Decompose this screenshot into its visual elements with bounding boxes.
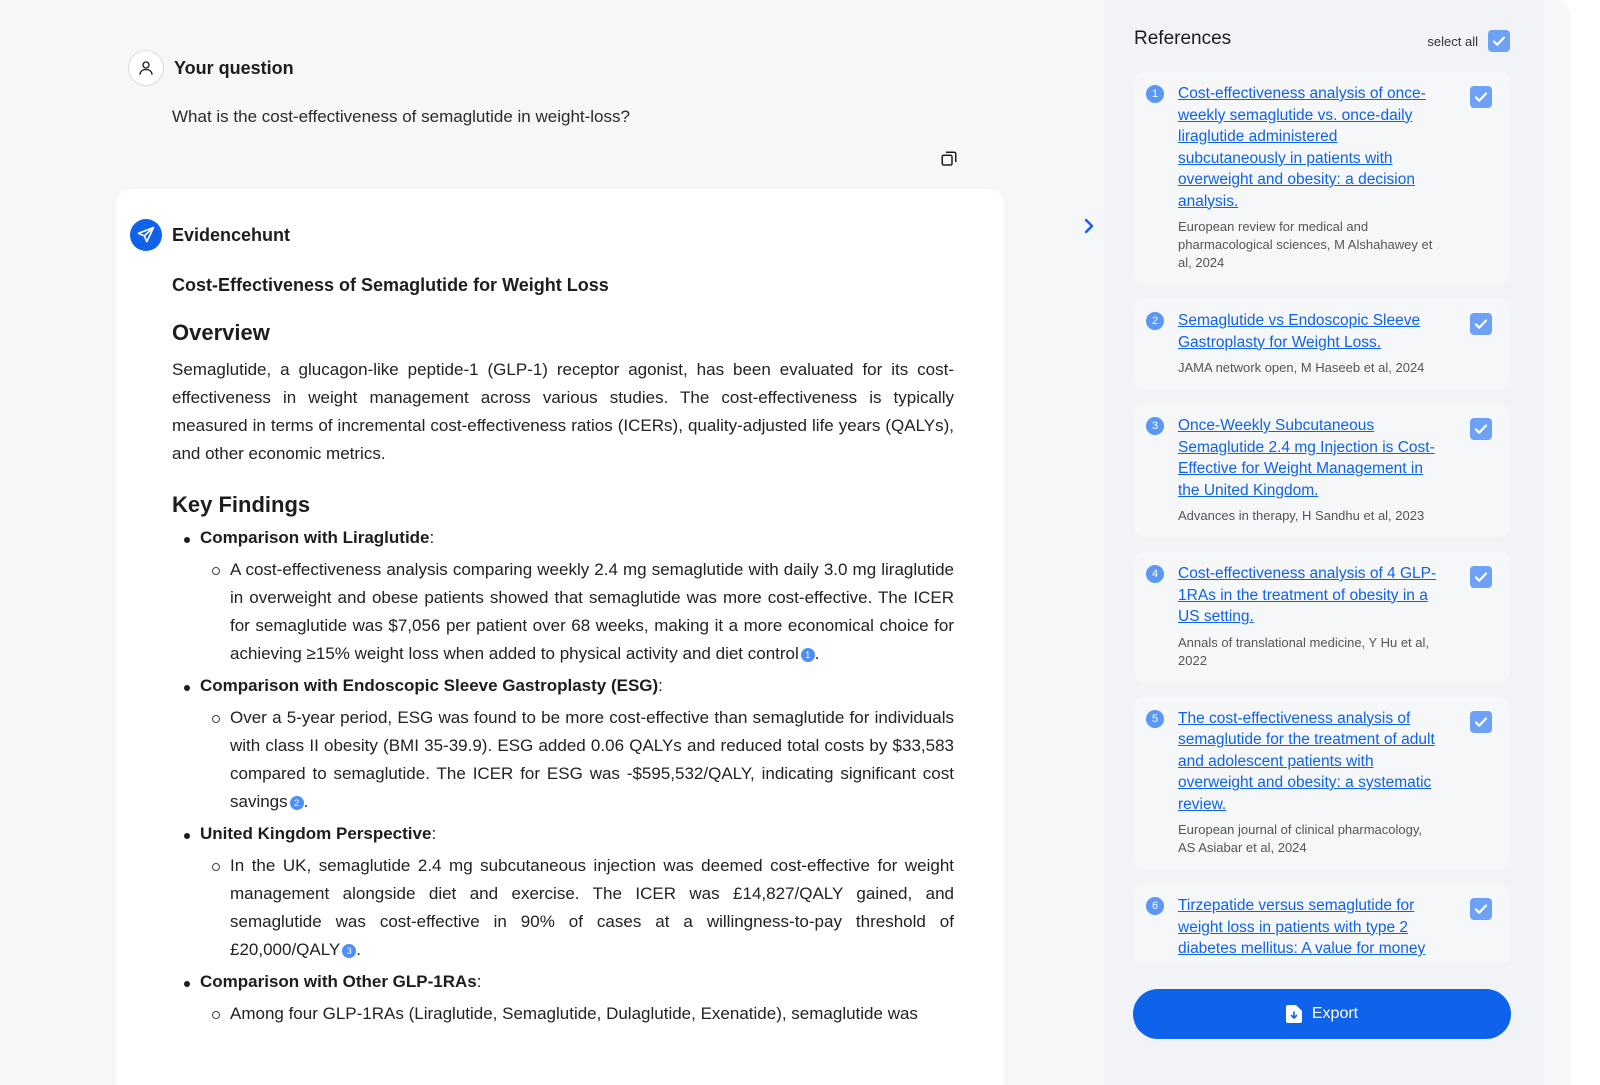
finding-text: A cost-effectiveness analysis comparing weekly 2.4 mg semaglutide with daily 3.0 mg liraglutide in overweight and obese patients showed that semaglutide was more cost-effective. The ICER for semaglutide was $7,056 per patient over 68 weeks, making it a more economical choice for achieving ≥15% weight loss when added to physical activity and diet control (230, 560, 954, 663)
question-heading: Your question (174, 57, 294, 78)
reference-number: 2 (1146, 312, 1164, 330)
bot-name: Evidencehunt (172, 224, 291, 245)
reference-checkbox[interactable] (1470, 418, 1492, 440)
reference-card (1134, 552, 1510, 682)
reference-card (1134, 299, 1510, 389)
reference-number: 5 (1146, 710, 1164, 728)
references-title: References (1134, 28, 1232, 49)
finding-title: Comparison with Other GLP-1RAs (200, 972, 477, 991)
finding-title: United Kingdom Perspective (200, 824, 432, 843)
reference-number: 4 (1146, 565, 1164, 583)
reference-card (1134, 404, 1510, 537)
checkmark-icon (1473, 569, 1489, 585)
reference-list (1134, 72, 1510, 962)
reference-link[interactable]: The cost-effectiveness analysis of semaglutide for the treatment of adult and adolescent patients with overweight and obesity: a systematic review. (1178, 709, 1435, 813)
findings-heading: Key Findings (172, 492, 311, 517)
copy-icon[interactable] (940, 150, 960, 170)
finding-item: Comparison with Other GLP-1RAs: (172, 972, 954, 992)
finding-text: In the UK, semaglutide 2.4 mg subcutaneous injection was deemed cost-effective for weight management alongside diet and exercise. The ICER was £14,827/QALY gained, and semaglutide was cost-effective in 90% of cases at a willingness-to-pay threshold of £20,000/QALY (230, 856, 954, 959)
export-button[interactable] (1133, 989, 1511, 1039)
reference-link[interactable]: Once-Weekly Subcutaneous Semaglutide 2.4 mg Injection is Cost-Effective for Weight Management in the United Kingdom. (1178, 417, 1435, 499)
reference-link[interactable]: Tirzepatide versus semaglutide for weight loss in patients with type 2 diabetes mellitus: A value for money (1178, 897, 1426, 957)
checkmark-icon (1473, 316, 1489, 332)
reference-meta: Advances in therapy, H Sandhu et al, 2023 (1178, 508, 1425, 523)
question-header (128, 50, 294, 86)
question-text: What is the cost-effectiveness of semaglutide in weight-loss? (172, 107, 630, 126)
finding-title: Comparison with Liraglutide (200, 528, 430, 547)
reference-checkbox[interactable] (1470, 898, 1492, 920)
reference-checkbox[interactable] (1470, 86, 1492, 108)
finding-detail: Over a 5-year period, ESG was found to be more cost-effective than semaglutide for individuals with class II obesity (BMI 35-39.9). ESG added 0.06 QALYs and reduced total costs by $33,583 compared to semaglutide. The ICER for ESG was -$595,532/QALY, indicating significant cost savings 2 . (172, 704, 954, 816)
export-label: Export (1311, 1005, 1359, 1022)
answer-title: Cost-Effectiveness of Semaglutide for Weight Loss (172, 275, 609, 295)
select-all-checkbox[interactable] (1488, 30, 1510, 52)
checkmark-icon (1473, 714, 1489, 730)
answer-card (116, 189, 1004, 1085)
reference-number: 1 (1146, 85, 1164, 103)
reference-meta: European journal of clinical pharmacology, AS Asiabar et al, 2024 (1178, 822, 1423, 855)
reference-meta: Annals of translational medicine, Y Hu et al, 2022 (1178, 634, 1429, 668)
reference-link[interactable]: Cost-effectiveness analysis of once-weekly semaglutide vs. once-daily liraglutide administered subcutaneously in patients with overweight and obesity: a decision analysis. (1178, 85, 1426, 210)
references-panel (1104, 0, 1544, 1085)
findings-list (172, 528, 954, 1028)
checkmark-icon (1473, 901, 1489, 917)
reference-card (1134, 697, 1510, 870)
overview-heading: Overview (172, 320, 270, 345)
reference-card (1134, 72, 1510, 284)
finding-detail (172, 1000, 954, 1028)
finding-title: Comparison with Endoscopic Sleeve Gastroplasty (ESG) (200, 676, 659, 695)
finding-detail: In the UK, semaglutide 2.4 mg subcutaneous injection was deemed cost-effective for weight management alongside diet and exercise. The ICER was £14,827/QALY gained, and semaglutide was cost-effective in 90% of cases at a willingness-to-pay threshold of £20,000/QALY 3 . (172, 852, 954, 964)
overview-text: Semaglutide, a glucagon-like peptide-1 (GLP-1) receptor agonist, has been evaluated for its cost-effectiveness in weight management across various studies. The cost-effectiveness is typically measured in terms of incremental cost-effectiveness ratios (ICERs), quality-adjusted life years (QALYs), and other economic metrics. (172, 360, 954, 463)
checkmark-icon (1491, 33, 1507, 49)
finding-text: Among four GLP-1RAs (Liraglutide, Semaglutide, Dulaglutide, Exenatide), semaglutide was (230, 1004, 918, 1023)
finding-text: Over a 5-year period, ESG was found to be more cost-effective than semaglutide for individuals with class II obesity (BMI 35-39.9). ESG added 0.06 QALYs and reduced total costs by $33,583 compared to semaglutide. The ICER for ESG was -$595,532/QALY, indicating significant cost savings (230, 708, 954, 811)
reference-link[interactable]: Semaglutide vs Endoscopic Sleeve Gastroplasty for Weight Loss. (1178, 312, 1421, 351)
reference-number: 6 (1146, 897, 1164, 915)
file-export-icon (1286, 1005, 1302, 1023)
finding-detail: A cost-effectiveness analysis comparing weekly 2.4 mg semaglutide with daily 3.0 mg liraglutide in overweight and obese patients showed that semaglutide was more cost-effective. The ICER for semaglutide was $7,056 per patient over 68 weeks, making it a more economical choice for achieving ≥15% weight loss when added to physical activity and diet control 1 . (172, 556, 954, 668)
reference-meta: JAMA network open, M Haseeb et al, 2024 (1178, 360, 1425, 375)
checkmark-icon (1473, 421, 1489, 437)
answer-content (172, 275, 954, 1036)
citation-badge[interactable]: 3 (342, 944, 356, 958)
select-all-label: select all (1427, 33, 1478, 49)
finding-item: United Kingdom Perspective: (172, 824, 954, 844)
finding-item: Comparison with Liraglutide: (172, 528, 954, 548)
citation-badge[interactable]: 1 (801, 648, 815, 662)
reference-card (1134, 884, 1510, 962)
reference-number: 3 (1146, 417, 1164, 435)
reference-checkbox[interactable] (1470, 711, 1492, 733)
reference-meta: European review for medical and pharmacological sciences, M Alshahawey et al, 2024 (1178, 219, 1433, 270)
chevron-right-icon[interactable] (1082, 214, 1096, 243)
select-all[interactable] (1427, 30, 1510, 52)
user-icon (128, 50, 164, 86)
citation-badge[interactable]: 2 (290, 796, 304, 810)
reference-link[interactable]: Cost-effectiveness analysis of 4 GLP-1RAs in the treatment of obesity in a US setting. (1178, 565, 1437, 625)
checkmark-icon (1473, 89, 1489, 105)
paper-plane-icon (130, 219, 162, 251)
reference-checkbox[interactable] (1470, 313, 1492, 335)
bot-header (130, 219, 290, 251)
reference-checkbox[interactable] (1470, 566, 1492, 588)
finding-item: Comparison with Endoscopic Sleeve Gastroplasty (ESG): (172, 676, 954, 696)
